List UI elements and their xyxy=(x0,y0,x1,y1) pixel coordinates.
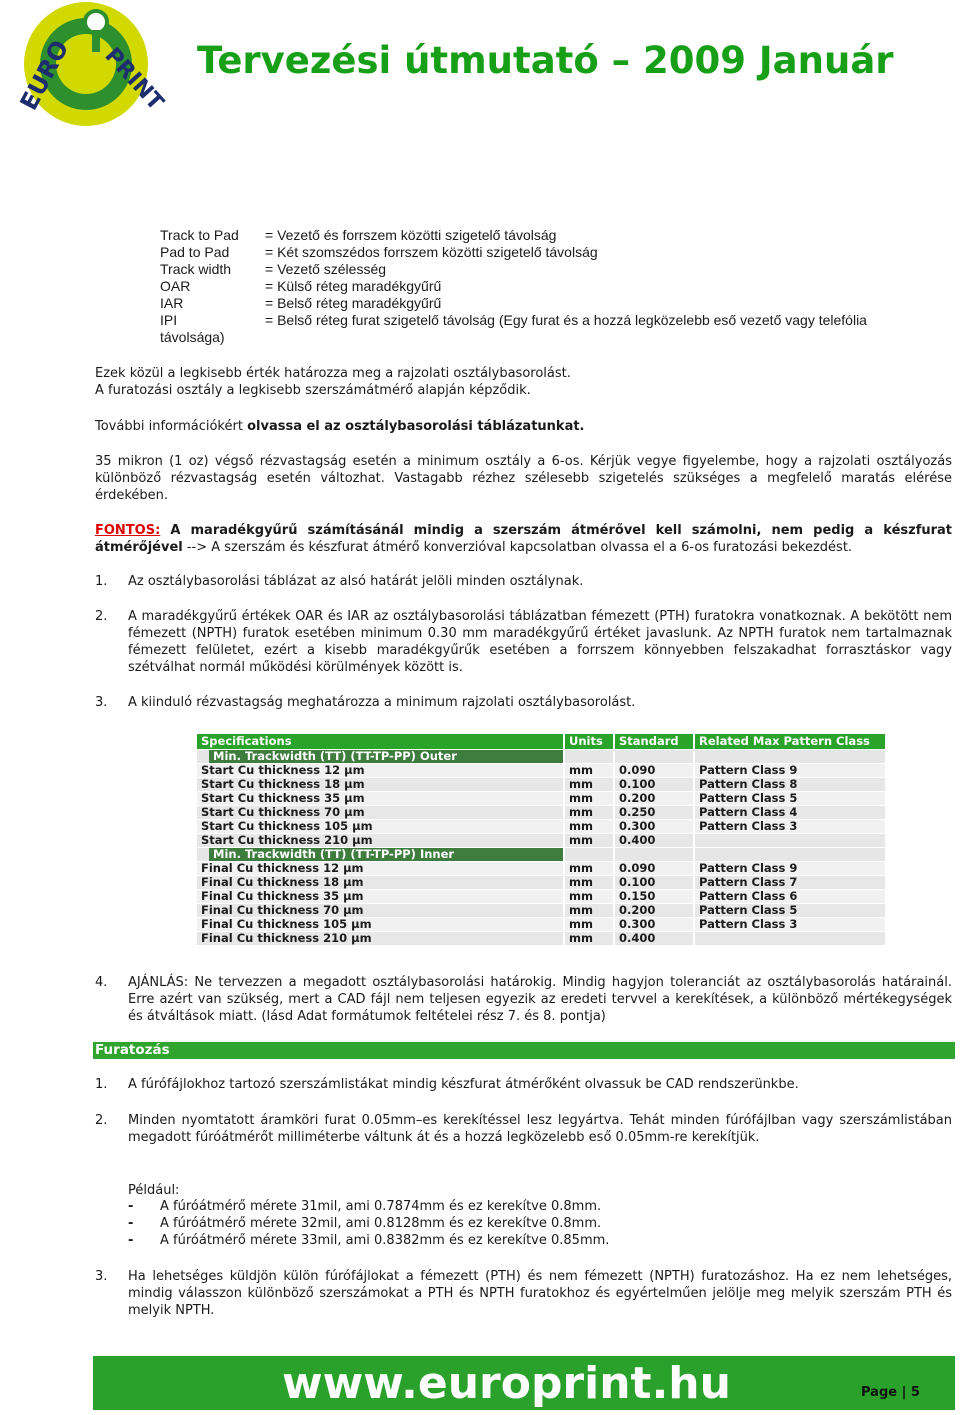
list-text: AJÁNLÁS: Ne tervezzen a megadott osztálybasorolási határokig. Mindig hagyjon toleranciát az osztálybasorolás határainál. Erre azért van szükség, mert a CAD fájl nem teljesen egyezik az eredeti tervvel a kerekítések, a különböző mértékegységek és átváltások miatt. (lásd Adat formátumok feltételei rész 7. és 8. pontja) xyxy=(128,975,952,1024)
spec-cell-related-class: Pattern Class 6 xyxy=(695,890,885,903)
spec-section-filler xyxy=(615,848,693,861)
spec-header-related-class: Related Max Pattern Class xyxy=(695,734,885,749)
spec-cell-specification: Start Cu thickness 12 µm xyxy=(197,764,563,777)
spec-cell-related-class: Pattern Class 5 xyxy=(695,792,885,805)
definition-item xyxy=(160,278,908,295)
spec-section-row xyxy=(197,848,885,861)
spec-cell-specification: Start Cu thickness 35 µm xyxy=(197,792,563,805)
spec-section-filler xyxy=(565,848,613,861)
definition-value: = Belső réteg furat szigetelő távolság (Egy furat és a hozzá legközelebb eső vezető vagy telefólia távolsága) xyxy=(160,312,867,345)
spec-table xyxy=(195,733,887,946)
list-item xyxy=(95,1112,952,1146)
spec-cell-standard: 0.090 xyxy=(615,764,693,777)
example-item xyxy=(128,1198,952,1215)
list-item xyxy=(95,608,952,676)
list-item xyxy=(95,974,952,1025)
footer-url: www.europrint.hu xyxy=(282,1358,731,1409)
example-text: A fúróátmérő mérete 33mil, ami 0.8382mm és ez kerekítve 0.85mm. xyxy=(160,1233,610,1248)
spec-header-row xyxy=(197,734,885,749)
list-text: Ha lehetséges küldjön külön fúrófájlokat a fémezett (PTH) és nem fémezett (NPTH) furatozáshoz. Ha ez nem lehetséges, mindig válasszon különböző szerszámokat a PTH és NPTH furatokhoz és egyértelműen jelölje meg melyik szerszám PTH és melyik NPTH. xyxy=(128,1269,952,1318)
more-info-text: További információkért xyxy=(95,419,248,434)
copper-note-paragraph: 35 mikron (1 oz) végső rézvastagság esetén a minimum osztály a 6-os. Kérjük vegye figyelembe, hogy a rajzolati osztályozás különböző rézvastagság esetén változhat. Vastagabb rézhez szélesebb szigetelés szükséges a megfelelő maratás elérése érdekében. xyxy=(95,454,952,503)
spec-header-specification: Specifications xyxy=(197,734,563,749)
spec-header-units: Units xyxy=(565,734,613,749)
definition-term: OAR xyxy=(160,278,191,294)
logo-text-euro: EURO xyxy=(14,35,75,115)
page-label: Page xyxy=(861,1385,898,1400)
spec-cell-related-class: Pattern Class 9 xyxy=(695,764,885,777)
spec-section-filler xyxy=(565,750,613,763)
spec-cell-standard: 0.400 xyxy=(615,932,693,945)
spec-cell-related-class: Pattern Class 9 xyxy=(695,862,885,875)
spec-cell-specification: Final Cu thickness 105 µm xyxy=(197,918,563,931)
example-dash: - xyxy=(128,1233,134,1248)
list-item xyxy=(95,1268,952,1319)
example-item xyxy=(128,1215,952,1232)
spec-cell-units: mm xyxy=(565,806,613,819)
spec-cell-units: mm xyxy=(565,862,613,875)
definition-value: = Vezető szélesség xyxy=(265,261,387,277)
spec-section-filler xyxy=(615,750,693,763)
spec-cell-units: mm xyxy=(565,904,613,917)
page-title: Tervezési útmutató – 2009 Január xyxy=(197,39,894,82)
intro-line-2: A furatozási osztály a legkisebb szerszámátmérő alapján képződik. xyxy=(95,383,531,398)
logo-trace-icon xyxy=(92,30,100,52)
spec-section-filler xyxy=(695,848,885,861)
important-label: FONTOS: xyxy=(95,523,161,538)
important-paragraph xyxy=(95,522,952,556)
spec-cell-related-class: Pattern Class 5 xyxy=(695,904,885,917)
spec-cell-units: mm xyxy=(565,764,613,777)
spec-header-standard: Standard xyxy=(615,734,693,749)
definition-term: Track to Pad xyxy=(160,227,239,243)
list-item xyxy=(95,1076,952,1093)
logo-pad-icon xyxy=(85,11,107,33)
spec-cell-related-class xyxy=(695,834,885,847)
example-label: Például: xyxy=(128,1183,180,1198)
definition-value: = Vezető és forrszem közötti szigetelő távolság xyxy=(265,227,557,243)
spec-cell-units: mm xyxy=(565,932,613,945)
list-text: Az osztálybasorolási táblázat az alsó határát jelöli minden osztálynak. xyxy=(128,574,584,589)
spec-table-row xyxy=(197,778,885,791)
spec-cell-units: mm xyxy=(565,820,613,833)
definition-term: IAR xyxy=(160,295,184,311)
definition-item xyxy=(160,261,908,278)
spec-cell-standard: 0.200 xyxy=(615,792,693,805)
spec-cell-units: mm xyxy=(565,778,613,791)
spec-cell-related-class: Pattern Class 8 xyxy=(695,778,885,791)
list-number: 3. xyxy=(95,695,108,710)
list-number: 1. xyxy=(95,1077,108,1092)
definition-item xyxy=(160,312,908,346)
definition-value: = Külső réteg maradékgyűrű xyxy=(265,278,442,294)
spec-cell-standard: 0.100 xyxy=(615,876,693,889)
example-text: A fúróátmérő mérete 31mil, ami 0.7874mm és ez kerekítve 0.8mm. xyxy=(160,1199,602,1214)
spec-table-row xyxy=(197,876,885,889)
footer-bar xyxy=(93,1356,955,1410)
spec-table-row xyxy=(197,932,885,945)
europrint-logo xyxy=(0,0,180,135)
important-text: --> A szerszám és készfurat átmérő konverzióval kapcsolatban olvassa el a 6-os furatozási bekezdést. xyxy=(182,540,853,555)
list-item xyxy=(95,694,952,711)
definition-list xyxy=(160,227,908,346)
spec-table-row xyxy=(197,834,885,847)
definition-value: = Két szomszédos forrszem közötti szigetelő távolság xyxy=(265,244,598,260)
spec-cell-specification: Final Cu thickness 35 µm xyxy=(197,890,563,903)
spec-cell-related-class: Pattern Class 3 xyxy=(695,820,885,833)
spec-cell-specification: Final Cu thickness 70 µm xyxy=(197,904,563,917)
intro-line-1: Ezek közül a legkisebb érték határozza meg a rajzolati osztálybasorolást. xyxy=(95,366,571,381)
spec-cell-standard: 0.150 xyxy=(615,890,693,903)
spec-table-row xyxy=(197,918,885,931)
spec-section-title: Min. Trackwidth (TT) (TT-TP-PP) Outer xyxy=(197,750,563,763)
page-separator: | xyxy=(901,1385,907,1400)
spec-section-row xyxy=(197,750,885,763)
page-number: 5 xyxy=(910,1385,920,1400)
list-text: Minden nyomtatott áramköri furat 0.05mm–es kerekítéssel lesz legyártva. Tehát minden fúrófájlban vagy szerszámlistában megadott fúróátmérőt milliméterbe váltunk át és a hozzá legközelebb eső 0.05mm-re kerekítjük. xyxy=(128,1113,952,1145)
definition-item xyxy=(160,295,908,312)
spec-cell-specification: Final Cu thickness 210 µm xyxy=(197,932,563,945)
list-number: 2. xyxy=(95,609,108,624)
section-header-drilling: Furatozás xyxy=(93,1042,955,1059)
list-number: 3. xyxy=(95,1269,108,1284)
definition-term: IPI xyxy=(160,312,178,328)
important-bold-text: A maradékgyűrű számításánál mindig a szerszám átmérővel kell számolni, nem pedig a készfurat átmérőjével xyxy=(95,523,952,555)
definition-item xyxy=(160,244,908,261)
definition-term: Track width xyxy=(160,261,232,277)
spec-cell-related-class: Pattern Class 7 xyxy=(695,876,885,889)
definition-term: Pad to Pad xyxy=(160,244,230,260)
example-dash: - xyxy=(128,1199,134,1214)
example-item xyxy=(128,1232,952,1249)
spec-cell-specification: Start Cu thickness 18 µm xyxy=(197,778,563,791)
spec-table-row xyxy=(197,890,885,903)
spec-cell-specification: Start Cu thickness 70 µm xyxy=(197,806,563,819)
spec-table-row xyxy=(197,904,885,917)
example-text: A fúróátmérő mérete 32mil, ami 0.8128mm és ez kerekítve 0.8mm. xyxy=(160,1216,602,1231)
spec-cell-units: mm xyxy=(565,834,613,847)
spec-cell-standard: 0.090 xyxy=(615,862,693,875)
spec-cell-units: mm xyxy=(565,876,613,889)
spec-table-row xyxy=(197,806,885,819)
definition-item xyxy=(160,227,908,244)
spec-table-row xyxy=(197,764,885,777)
spec-section-title: Min. Trackwidth (TT) (TT-TP-PP) Inner xyxy=(197,848,563,861)
spec-table-body xyxy=(197,734,885,945)
spec-table-row xyxy=(197,792,885,805)
list-number: 1. xyxy=(95,574,108,589)
spec-cell-related-class: Pattern Class 4 xyxy=(695,806,885,819)
list-number: 2. xyxy=(95,1113,108,1128)
spec-cell-standard: 0.300 xyxy=(615,918,693,931)
more-info-bold: olvassa el az osztálybasorolási táblázatunkat. xyxy=(247,419,585,434)
spec-table-row xyxy=(197,862,885,875)
spec-table-row xyxy=(197,820,885,833)
spec-cell-units: mm xyxy=(565,918,613,931)
spec-cell-standard: 0.200 xyxy=(615,904,693,917)
spec-cell-standard: 0.250 xyxy=(615,806,693,819)
list-text: A kiinduló rézvastagság meghatározza a minimum rajzolati osztálybasorolást. xyxy=(128,695,636,710)
spec-cell-standard: 0.400 xyxy=(615,834,693,847)
more-info-paragraph xyxy=(95,418,952,435)
spec-cell-units: mm xyxy=(565,792,613,805)
definition-value: = Belső réteg maradékgyűrű xyxy=(265,295,442,311)
spec-cell-units: mm xyxy=(565,890,613,903)
example-dash: - xyxy=(128,1216,134,1231)
spec-cell-related-class: Pattern Class 3 xyxy=(695,918,885,931)
spec-cell-specification: Start Cu thickness 105 µm xyxy=(197,820,563,833)
logo-text-print: PRINT xyxy=(99,43,169,116)
spec-section-filler xyxy=(695,750,885,763)
spec-cell-related-class xyxy=(695,932,885,945)
spec-cell-specification: Start Cu thickness 210 µm xyxy=(197,834,563,847)
list-text: A maradékgyűrű értékek OAR és IAR az osztálybasorolási táblázatban fémezett (PTH) furatokra vonatkoznak. A bekötött nem fémezett (NPTH) furatok esetében minimum 0.30 mm maradékgyűrű értéket javaslunk. Az NPTH furatok nem tartalmaznak fémezett felületet, ezért a kisebb maradékgyűrűk esetében a forrszem könnyebben felszakadhat forrasztáskor vagy szétválhat normál működési körülmények között is. xyxy=(128,609,952,675)
spec-cell-specification: Final Cu thickness 18 µm xyxy=(197,876,563,889)
spec-cell-standard: 0.300 xyxy=(615,820,693,833)
list-number: 4. xyxy=(95,975,108,990)
spec-cell-standard: 0.100 xyxy=(615,778,693,791)
list-item xyxy=(95,573,952,590)
page-indicator xyxy=(861,1384,920,1401)
list-text: A fúrófájlokhoz tartozó szerszámlistákat mindig készfurat átmérőként olvassuk be CAD rendszerünkbe. xyxy=(128,1077,799,1092)
spec-cell-specification: Final Cu thickness 12 µm xyxy=(197,862,563,875)
